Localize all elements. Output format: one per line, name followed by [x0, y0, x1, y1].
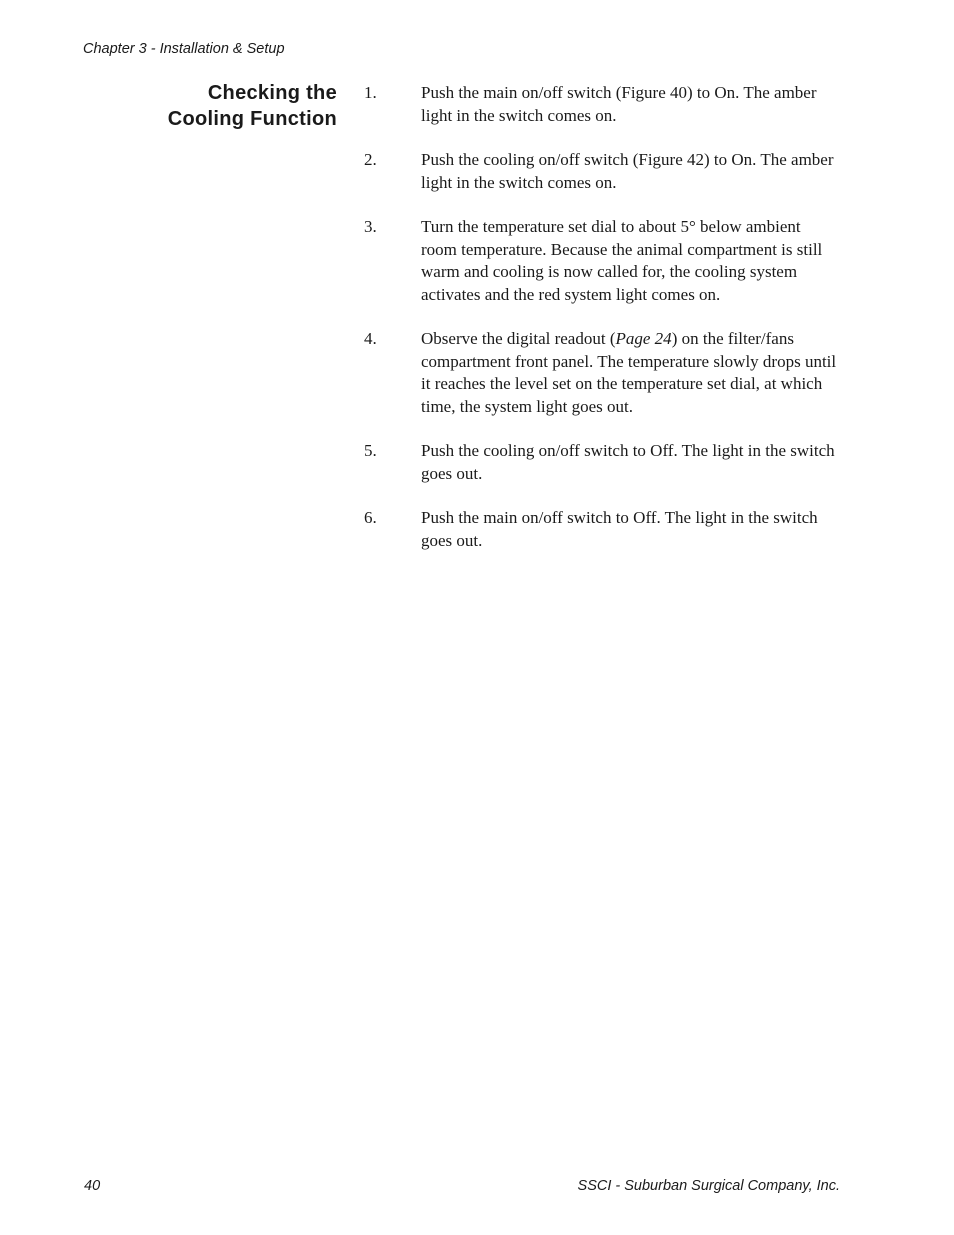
- step-text: [421, 328, 839, 418]
- step-text: Push the main on/off switch to Off. The light in the switch goes out.: [421, 508, 818, 550]
- step-text: Push the cooling on/off switch to Off. The light in the switch goes out.: [421, 441, 835, 483]
- section-heading-line-1: Checking the: [207, 82, 337, 104]
- step-3: [364, 216, 839, 306]
- step-number: 3.: [364, 217, 377, 236]
- section-heading: [97, 80, 337, 132]
- step-text: Push the cooling on/off switch (Figure 42) to On. The amber light in the switch comes on.: [421, 150, 834, 192]
- step-text-before-ref: Observe the digital readout (: [421, 329, 616, 348]
- section-heading-line-2: Cooling Function: [167, 108, 337, 130]
- step-number: 2.: [364, 150, 377, 169]
- step-2: [364, 149, 839, 194]
- step-4: [364, 328, 839, 418]
- step-6: [364, 507, 839, 552]
- footer-company-name: SSCI - Suburban Surgical Company, Inc.: [577, 1178, 840, 1194]
- page-reference-link[interactable]: Page 24: [615, 329, 672, 348]
- procedure-steps: [364, 82, 839, 574]
- step-number: 6.: [364, 508, 377, 527]
- step-text-after-ref: ) on the filter/fans compartment front panel. The temperature slowly drops until it reaches the level set on the temperature set dial, at which time, the system light goes out.: [421, 329, 837, 416]
- step-text: Push the main on/off switch (Figure 40) to On. The amber light in the switch comes on.: [421, 83, 817, 125]
- step-5: [364, 440, 839, 485]
- step-number: 1.: [364, 83, 377, 102]
- step-text: Turn the temperature set dial to about 5° below ambient room temperature. Because the animal compartment is still warm and cooling is now called for, the cooling system activates and the red system light comes on.: [421, 217, 823, 304]
- step-number: 4.: [364, 329, 377, 348]
- step-number: 5.: [364, 441, 377, 460]
- running-header: Chapter 3 - Installation & Setup: [83, 41, 285, 57]
- step-1: [364, 82, 839, 127]
- footer-page-number: 40: [84, 1178, 101, 1194]
